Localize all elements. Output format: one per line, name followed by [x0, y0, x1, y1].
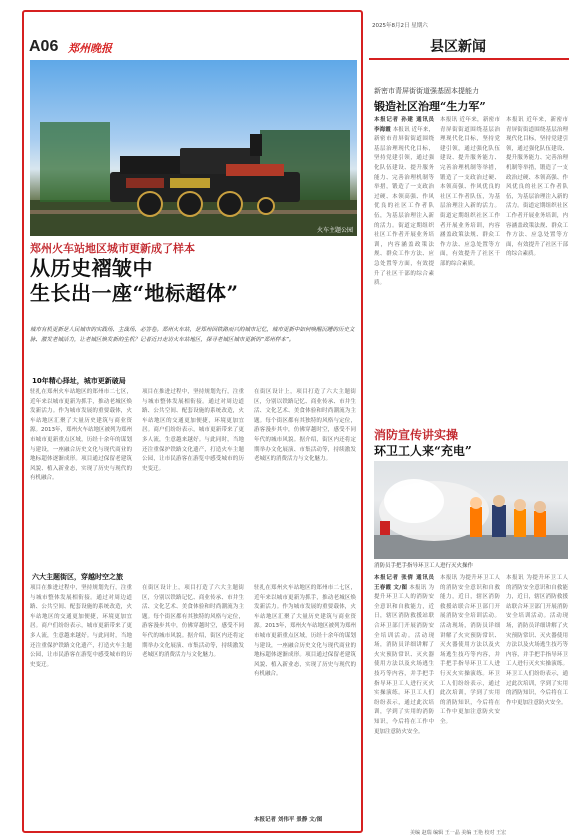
right-bottom-byline: 本报记者 张倩 通讯员 王春霞 文/图 [374, 575, 434, 591]
paper-name: 郑州晚报 [68, 42, 112, 55]
footer-credits: 美编 赵瑞 编辑 王一晶 美编 王艳 校对 王宏 [410, 830, 507, 836]
headline-line-2: 生长出一座“地标超体” [30, 281, 239, 305]
fire-training-photo [374, 461, 568, 559]
story-lead: 城市有机更新是人民城市的实践场、主战场、必答卷。郑州火车站，是郑州因铁路而兴的城市记忆，城市更新中如何唤醒沉睡的历史文脉、激发老城活力，让老城区焕发新的生机？记者近日走访火车站地区，探寻老城区城市更新的“郑州样本”。 [30, 327, 355, 343]
body-column: 驻扎在郑州火车站地区的郑州市二七区，近年来以城市更新为抓手，推动老城区焕发新活力。作为城市发展的重要载体，火车站地区汇聚了大量历史建筑与商业资源。2013年，郑州火车站地区被列为郑州市城市更新重点区域，历经十余年的谋划与建设，一座融合历史文化与现代商业的地标超体逐渐成形。项目通过保留老建筑风貌、植入新业态，实现了历史与现代的有机融合。 [30, 389, 132, 482]
right-top-headline: 锻造社区治理“生力军” [374, 100, 486, 113]
story-headline [30, 256, 239, 306]
hero-photo [30, 60, 357, 236]
photo-caption: 消防员手把手指导环卫工人进行灭火操作 [374, 563, 474, 569]
headline-line-1: 从历史褶皱中 [30, 256, 153, 280]
section-title: 县区新闻 [430, 39, 486, 55]
body-columns-top [30, 388, 357, 566]
body-column: 本报讯 近年来，新密市青屏街街道围绕基层治理现代化目标，坚持党建引领，通过强化队伍建设、提升服务能力、完善治理机制等举措，锻造了一支政治过硬、本领高强、作风优良的社区工作者队伍，为基层治理注入新的活力。街道定期组织社区工作者开展业务培训，内容涵盖政策法规、群众工作方法、应急处置等方面，有效提升了社区干部的综合素质。 [506, 117, 568, 258]
body-column: 在街区设计上，项目打造了六大主题街区，分别以铁路记忆、商业传承、市井生活、文化艺术、美食体验和时尚潮流为主题。每个街区都有其独特的风格与定位，游客漫步其中，仿佛穿越时空，感受不同年代的城市风貌。据介绍，街区内还将定期举办文化展演、市集活动等，持续激发老城区的消费活力与文化魅力。 [142, 585, 244, 659]
story-byline: 本报记者 刘伟平 景静 文/图 [254, 817, 323, 823]
body-column [374, 574, 434, 814]
right-bottom-headline: 环卫工人来“充电” [374, 444, 472, 458]
fire-drill-illustration [374, 461, 568, 559]
issue-date: 2025年8月2日 星期六 [372, 23, 428, 29]
body-column: 本报讯 近年来，新密市青屏街街道围绕基层治理现代化目标，坚持党建引领，通过强化队伍建设、提升服务能力、完善治理机制等举措，锻造了一支政治过硬、本领高强、作风优良的社区工作者队伍，为基层治理注入新的活力。街道定期组织社区工作者开展业务培训，内容涵盖政策法规、群众工作方法、应急处置等方面，有效提升了社区干部的综合素质。 [440, 117, 500, 267]
photo-caption: 火车主题公园 [316, 227, 353, 234]
right-top-byline: 本报记者 孙建 通讯员 李海霞 [374, 117, 434, 133]
right-top-kicker: 新密市青屏街街道强基固本提能力 [374, 87, 479, 95]
body-column: 项目在推进过程中，坚持规划先行，注重与城市整体发展相衔接。通过对周边道路、公共空间、配套设施的系统改造，火车站地区的交通更加便捷，环境更加宜居。商户们纷纷表示，城市更新带来了更多人流，生意越来越好。与此同时，当地还注重保护铁路文化遗产，打造火车主题公园，让市民游客在游览中感受城市的历史变迁。 [30, 585, 132, 668]
right-bottom-body [374, 574, 568, 814]
page-number: A06 [29, 38, 59, 55]
body-column: 本报讯 为提升环卫工人的消防安全意识和自救能力，近日，辖区消防救援站联合环卫部门开展消防安全培训活动。活动现场，消防员详细讲解了火灾预防常识、灭火器使用方法以及火场逃生技巧等内容，并手把手指导环卫工人进行灭火实操演练。环卫工人们纷纷表示，通过此次培训，学到了实用的消防知识，今后将在工作中更加注意防火安全。 [440, 575, 500, 725]
subheading-1: 10年精心择址，城市更新破局 [32, 377, 126, 385]
body-text: 本报讯 近年来，新密市青屏街街道围绕基层治理现代化目标，坚持党建引领，通过强化队伍建设、提升服务能力、完善治理机制等举措，锻造了一支政治过硬、本领高强、作风优良的社区工作者队伍，为基层治理注入新的活力。街道定期组织社区工作者开展业务培训，内容涵盖政策法规、群众工作方法、应急处置等方面，有效提升了社区干部的综合素质。 [374, 126, 434, 287]
subheading-2: 六大主题街区，穿越时空之旅 [32, 573, 123, 581]
body-column: 项目在推进过程中，坚持规划先行，注重与城市整体发展相衔接。通过对周边道路、公共空间、配套设施的系统改造，火车站地区的交通更加便捷，环境更加宜居。商户们纷纷表示，城市更新带来了更多人流，生意越来越好。与此同时，当地还注重保护铁路文化遗产，打造火车主题公园，让市民游客在游览中感受城市的历史变迁。 [142, 389, 244, 472]
right-top-body [374, 116, 568, 416]
body-column: 驻扎在郑州火车站地区的郑州市二七区，近年来以城市更新为抓手，推动老城区焕发新活力。作为城市发展的重要载体，火车站地区汇聚了大量历史建筑与商业资源。2013年，郑州火车站地区被列为郑州市城市更新重点区域，历经十余年的谋划与建设，一座融合历史文化与现代商业的地标超体逐渐成形。项目通过保留老建筑风貌、植入新业态，实现了历史与现代的有机融合。 [254, 585, 356, 678]
body-columns-bottom [30, 584, 357, 814]
body-column: 在街区设计上，项目打造了六大主题街区，分别以铁路记忆、商业传承、市井生活、文化艺术、美食体验和时尚潮流为主题。每个街区都有其独特的风格与定位，游客漫步其中，仿佛穿越时空，感受不同年代的城市风貌。据介绍，街区内还将定期举办文化展演、市集活动等，持续激发老城区的消费活力与文化魅力。 [254, 389, 356, 463]
header-rule [369, 58, 569, 60]
right-bottom-kicker: 消防宣传讲实操 [374, 428, 459, 442]
steam-locomotive-illustration [30, 60, 357, 236]
body-column: 本报讯 为提升环卫工人的消防安全意识和自救能力，近日，辖区消防救援站联合环卫部门开展消防安全培训活动。活动现场，消防员详细讲解了火灾预防常识、灭火器使用方法以及火场逃生技巧等内容，并手把手指导环卫工人进行灭火实操演练。环卫工人们纷纷表示，通过此次培训，学到了实用的消防知识，今后将在工作中更加注意防火安全。 [506, 575, 568, 706]
body-column [374, 116, 434, 416]
body-text: 本报讯 为提升环卫工人的消防安全意识和自救能力，近日，辖区消防救援站联合环卫部门开展消防安全培训活动。活动现场，消防员详细讲解了火灾预防常识、灭火器使用方法以及火场逃生技巧等内容，并手把手指导环卫工人进行灭火实操演练。环卫工人们纷纷表示，通过此次培训，学到了实用的消防知识，今后将在工作中更加注意防火安全。 [374, 584, 434, 735]
story-kicker: 郑州火车站地区城市更新成了样本 [30, 242, 195, 255]
